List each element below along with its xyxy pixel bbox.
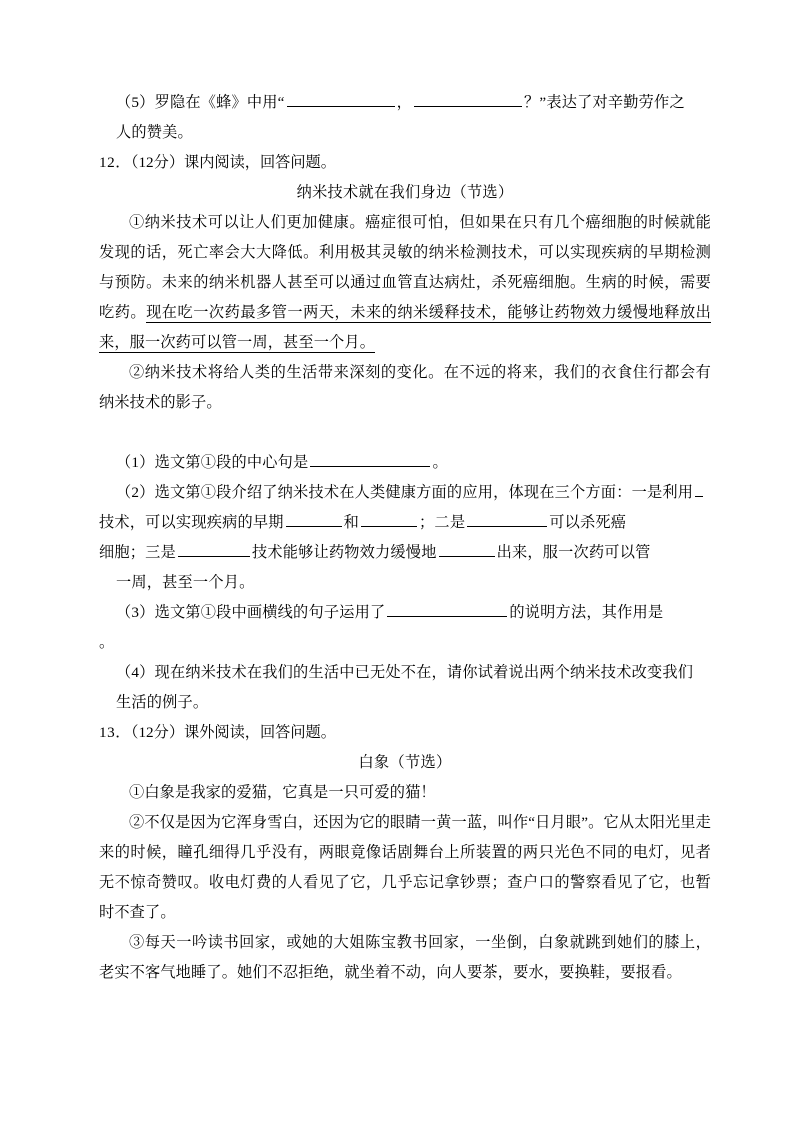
question-5-suffix: ？”表达了对辛勤劳作之: [524, 94, 685, 111]
white-elephant-paragraph-3: ③每天一吟读书回家，或她的大姐陈宝教书回家，一坐倒，白象就跳到她们的膝上，老实不客气地睡了。她们不忍拒绝，就坐着不动，向人要茶，要水，要换鞋，要报看。: [99, 934, 711, 981]
question-12-sub-2-text-e: 细胞；三是: [99, 544, 176, 561]
question-12-sub-2-line-1: [116, 478, 711, 508]
question-12-sub-2-text-b: 和: [343, 514, 360, 531]
question-12-sub-4-line-1: （4）现在纳米技术在我们的生活中已无处不在，请你试着说出两个纳米技术改变我们: [116, 664, 694, 681]
question-5-blank-2[interactable]: [414, 91, 522, 107]
question-12-sub-2-text-f: 技术能够让药物效力缓慢地: [251, 544, 437, 561]
question-5-blank-1[interactable]: [287, 91, 395, 107]
article-title-nanotech: 纳米技术就在我们身边（节选）: [296, 184, 514, 201]
question-13-number: 13．: [99, 724, 131, 741]
question-12-sub-2-text-a: 技术，可以实现疾病的早期: [99, 514, 284, 531]
nanotech-paragraph-1-plain: ①纳米技术可以让人们更加健康。癌症很可怕，但如果在只有几个癌细胞的时候就能发现的话，死亡率会大大降低。利用极其灵敏的纳米检测技术，可以实现疾病的早期检测与预防。未来的纳米机器人甚至可以通过血管直达病灶，杀死癌细胞。生病的时候，需要吃药。: [99, 214, 711, 321]
nanotech-paragraph-1-underlined-sentence: 现在吃一次药最多管一两天，未来的纳米缓释技术，能够让药物效力缓慢地释放出来，服一次药可以管一周，甚至一个月。: [99, 304, 711, 351]
question-12-stem: [99, 148, 711, 178]
nanotech-paragraph-2: ②纳米技术将给人类的生活带来深刻的变化。在不远的将来，我们的衣食住行都会有纳米技术的影子。: [99, 364, 711, 411]
article-title-white-elephant: 白象（节选）: [358, 754, 452, 771]
white-elephant-paragraph-1: ①白象是我家的爱猫，它真是一只可爱的猫！: [129, 784, 436, 801]
document-body: [99, 88, 711, 988]
question-13-stem: [99, 718, 711, 748]
question-12-sub-2-prefix: （2）选文第①段介绍了纳米技术在人类健康方面的应用，体现在三个方面：一是利用: [116, 484, 694, 501]
question-12-sub-3-line-1: [116, 598, 711, 628]
question-12-sub-2-line-3: [99, 538, 711, 568]
question-12-sub-2-blank-1[interactable]: [695, 482, 703, 497]
question-12-sub-2-text-c: ；二是: [419, 514, 466, 531]
question-12-sub-2-blank-2[interactable]: [286, 511, 342, 527]
spacer-after-nanotech-passage: [99, 418, 711, 448]
question-12-sub-2-text-g: 出来，服一次药可以管: [496, 544, 651, 561]
question-5-line-2: 人的赞美。: [116, 124, 193, 141]
question-12-sub-2-blank-3[interactable]: [361, 511, 417, 527]
question-12-sub-2-blank-5[interactable]: [178, 541, 250, 557]
question-13-instruction: 课外阅读，回答问题。: [184, 724, 336, 741]
question-5-line-1: [116, 88, 711, 118]
question-12-sub-3-blank[interactable]: [387, 601, 507, 617]
question-12-sub-1-prefix: （1）选文第①段的中心句是: [116, 454, 309, 471]
question-5-prefix: （5）罗隐在《蜂》中用“: [116, 94, 285, 111]
question-5-separator: ，: [396, 94, 413, 111]
question-12-sub-3-suffix: 的说明方法，其作用是: [509, 604, 664, 621]
nanotech-paragraph-1: [99, 208, 711, 358]
question-12-sub-4-line-2: 生活的例子。: [116, 694, 209, 711]
question-12-sub-2-line-2: [99, 508, 711, 538]
question-12-sub-2-blank-4[interactable]: [467, 511, 547, 527]
question-13-score: （12分）: [130, 724, 185, 741]
question-12-instruction: 课内阅读，回答问题。: [184, 154, 336, 171]
question-12-sub-1-suffix: 。: [432, 454, 448, 471]
white-elephant-paragraph-2: ②不仅是因为它浑身雪白，还因为它的眼睛一黄一蓝，叫作“日月眼”。它从太阳光里走来的时候，瞳孔细得几乎没有，两眼竟像话剧舞台上所装置的两只光色不同的电灯，见者无不惊奇赞叹。收电灯费的人看见了它，几乎忘记拿钞票；查户口的警察看见了它，也暂时不查了。: [99, 814, 711, 921]
question-12-sub-2-text-d: 可以杀死癌: [549, 514, 627, 531]
question-12-sub-2-line-4: 一周，甚至一个月。: [116, 574, 255, 591]
question-12-sub-1: [116, 448, 711, 478]
question-12-number: 12．: [99, 154, 131, 171]
question-12-sub-2-blank-6[interactable]: [439, 541, 495, 557]
question-12-score: （12分）: [130, 154, 185, 171]
question-12-sub-3-line-2: 。: [99, 634, 115, 651]
question-12-sub-3-prefix: （3）选文第①段中画横线的句子运用了: [116, 604, 386, 621]
question-12-sub-1-blank[interactable]: [310, 451, 430, 467]
